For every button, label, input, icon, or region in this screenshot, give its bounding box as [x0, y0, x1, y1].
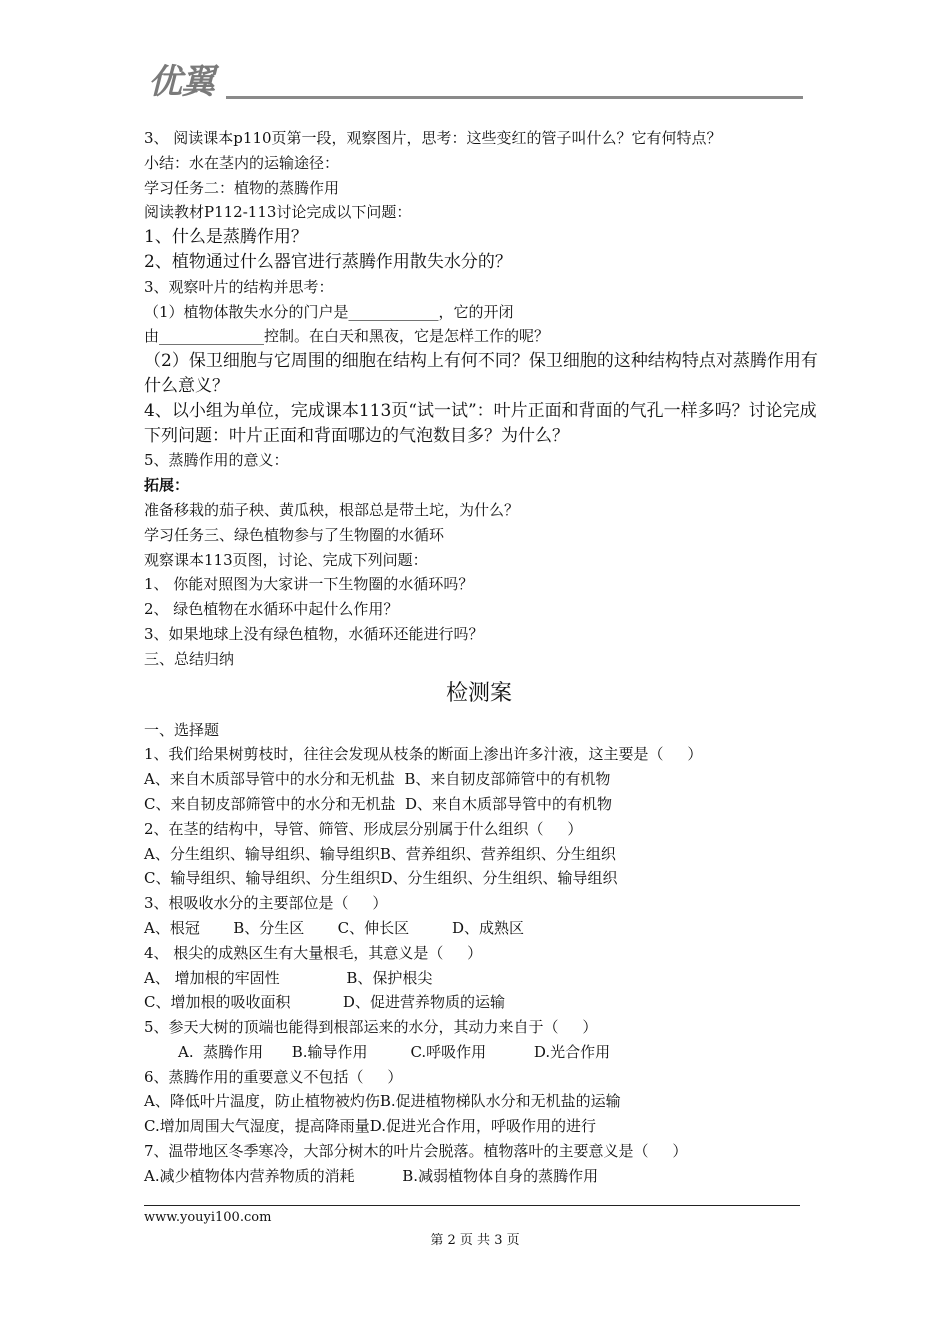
option-line: A、降低叶片温度，防止植物被灼伤B.促进植物梯队水分和无机盐的运输 [144, 1092, 621, 1111]
text-line: 什么意义？ [144, 375, 229, 396]
question-line: 2、植物通过什么器官进行蒸腾作用散失水分的？ [144, 251, 512, 272]
option-line: A、来自木质部导管中的水分和无机盐 B、来自韧皮部筛管中的有机物 [144, 770, 611, 789]
fill-blank-line: （1）植物体散失水分的门户是____________，它的开闭 [144, 302, 514, 321]
question-line: 2、在茎的结构中，导管、筛管、形成层分别属于什么组织（ ） [144, 819, 583, 838]
text-line: 阅读教材P112-113讨论完成以下问题： [144, 203, 412, 222]
question-line: 1、 你能对照图为大家讲一下生物圈的水循环吗？ [144, 575, 474, 594]
text-line: 小结：水在茎内的运输途径： [144, 153, 340, 172]
question-line: 1、我们给果树剪枝时，往往会发现从枝条的断面上渗出许多汁液，这主要是（ ） [144, 745, 703, 764]
text-line: 准备移栽的茄子秧、黄瓜秧，根部总是带土坨，为什么？ [144, 500, 520, 519]
fill-blank-line: 由______________控制。在白天和黑夜，它是怎样工作的呢？ [144, 327, 550, 346]
question-line: 1、什么是蒸腾作用？ [144, 227, 308, 248]
option-line: C.增加周围大气湿度，提高降雨量D.促进光合作用，呼吸作用的进行 [144, 1117, 596, 1136]
option-line: C、输导组织、输导组织、分生组织D、分生组织、分生组织、输导组织 [144, 869, 618, 888]
question-line: 3、如果地球上没有绿色植物，水循环还能进行吗？ [144, 624, 484, 643]
option-line: C、来自韧皮部筛管中的水分和无机盐 D、来自木质部导管中的有机物 [144, 794, 613, 813]
text-line: 学习任务三、绿色植物参与了生物圈的水循环 [144, 525, 445, 544]
extension-heading: 拓展： [144, 476, 190, 495]
text-line: 下列问题：叶片正面和背面哪边的气泡数目多？为什么？ [144, 425, 569, 446]
option-line: A、分生组织、输导组织、输导组织B、营养组织、营养组织、分生组织 [144, 844, 616, 863]
text-line: 一、选择题 [144, 720, 220, 739]
option-line: C、增加根的吸收面积 D、促进营养物质的运输 [144, 993, 505, 1012]
question-line: 4、 根尖的成熟区生有大量根毛，其意义是（ ） [144, 943, 483, 962]
question-line: 7、温带地区冬季寒冷，大部分树木的叶片会脱落。植物落叶的主要意义是（ ） [144, 1142, 688, 1161]
test-section [144, 718, 814, 1189]
footer-url: www.youyi100.com [144, 1210, 272, 1225]
footer-rule [144, 1205, 800, 1206]
document-body [144, 126, 818, 1189]
page-number: 第 2 页 共 3 页 [430, 1233, 520, 1248]
text-line: 观察课本113页图，讨论、完成下列问题： [144, 550, 428, 569]
question-line: （2）保卫细胞与它周围的细胞在结构上有何不同？保卫细胞的这种结构特点对蒸腾作用有 [144, 351, 818, 372]
option-line: A、根冠 B、分生区 C、伸长区 D、成熟区 [144, 918, 525, 937]
question-line: 4、以小组为单位，完成课本113页“试一试”：叶片正面和背面的气孔一样多吗？讨论完成 [144, 400, 817, 421]
text-line: 学习任务二：植物的蒸腾作用 [144, 178, 340, 197]
brand-logo: 优翼 [148, 62, 214, 102]
question-line: 6、蒸腾作用的重要意义不包括（ ） [144, 1067, 403, 1086]
study-section [144, 126, 818, 672]
option-line: A.减少植物体内营养物质的消耗 B.减弱植物体自身的蒸腾作用 [144, 1166, 599, 1185]
question-line: 5、参天大树的顶端也能得到根部运来的水分，其动力来自于（ ） [144, 1018, 598, 1037]
option-line: A、 增加根的牢固性 B、保护根尖 [144, 968, 433, 987]
text-line: 三、总结归纳 [144, 649, 235, 668]
text-line: 3、 阅读课本p110页第一段，观察图片，思考：这些变红的管子叫什么？它有何特点？ [144, 129, 722, 147]
question-line: 3、观察叶片的结构并思考： [144, 277, 334, 296]
question-line: 3、根吸收水分的主要部位是（ ） [144, 894, 388, 913]
page-header [148, 62, 803, 106]
option-line: A. 蒸腾作用 B.输导作用 C.呼吸作用 D.光合作用 [178, 1042, 611, 1061]
header-rule [226, 96, 803, 99]
question-line: 5、蒸腾作用的意义： [144, 451, 289, 470]
question-line: 2、 绿色植物在水循环中起什么作用？ [144, 600, 399, 619]
section-title: 检测案 [445, 680, 512, 706]
